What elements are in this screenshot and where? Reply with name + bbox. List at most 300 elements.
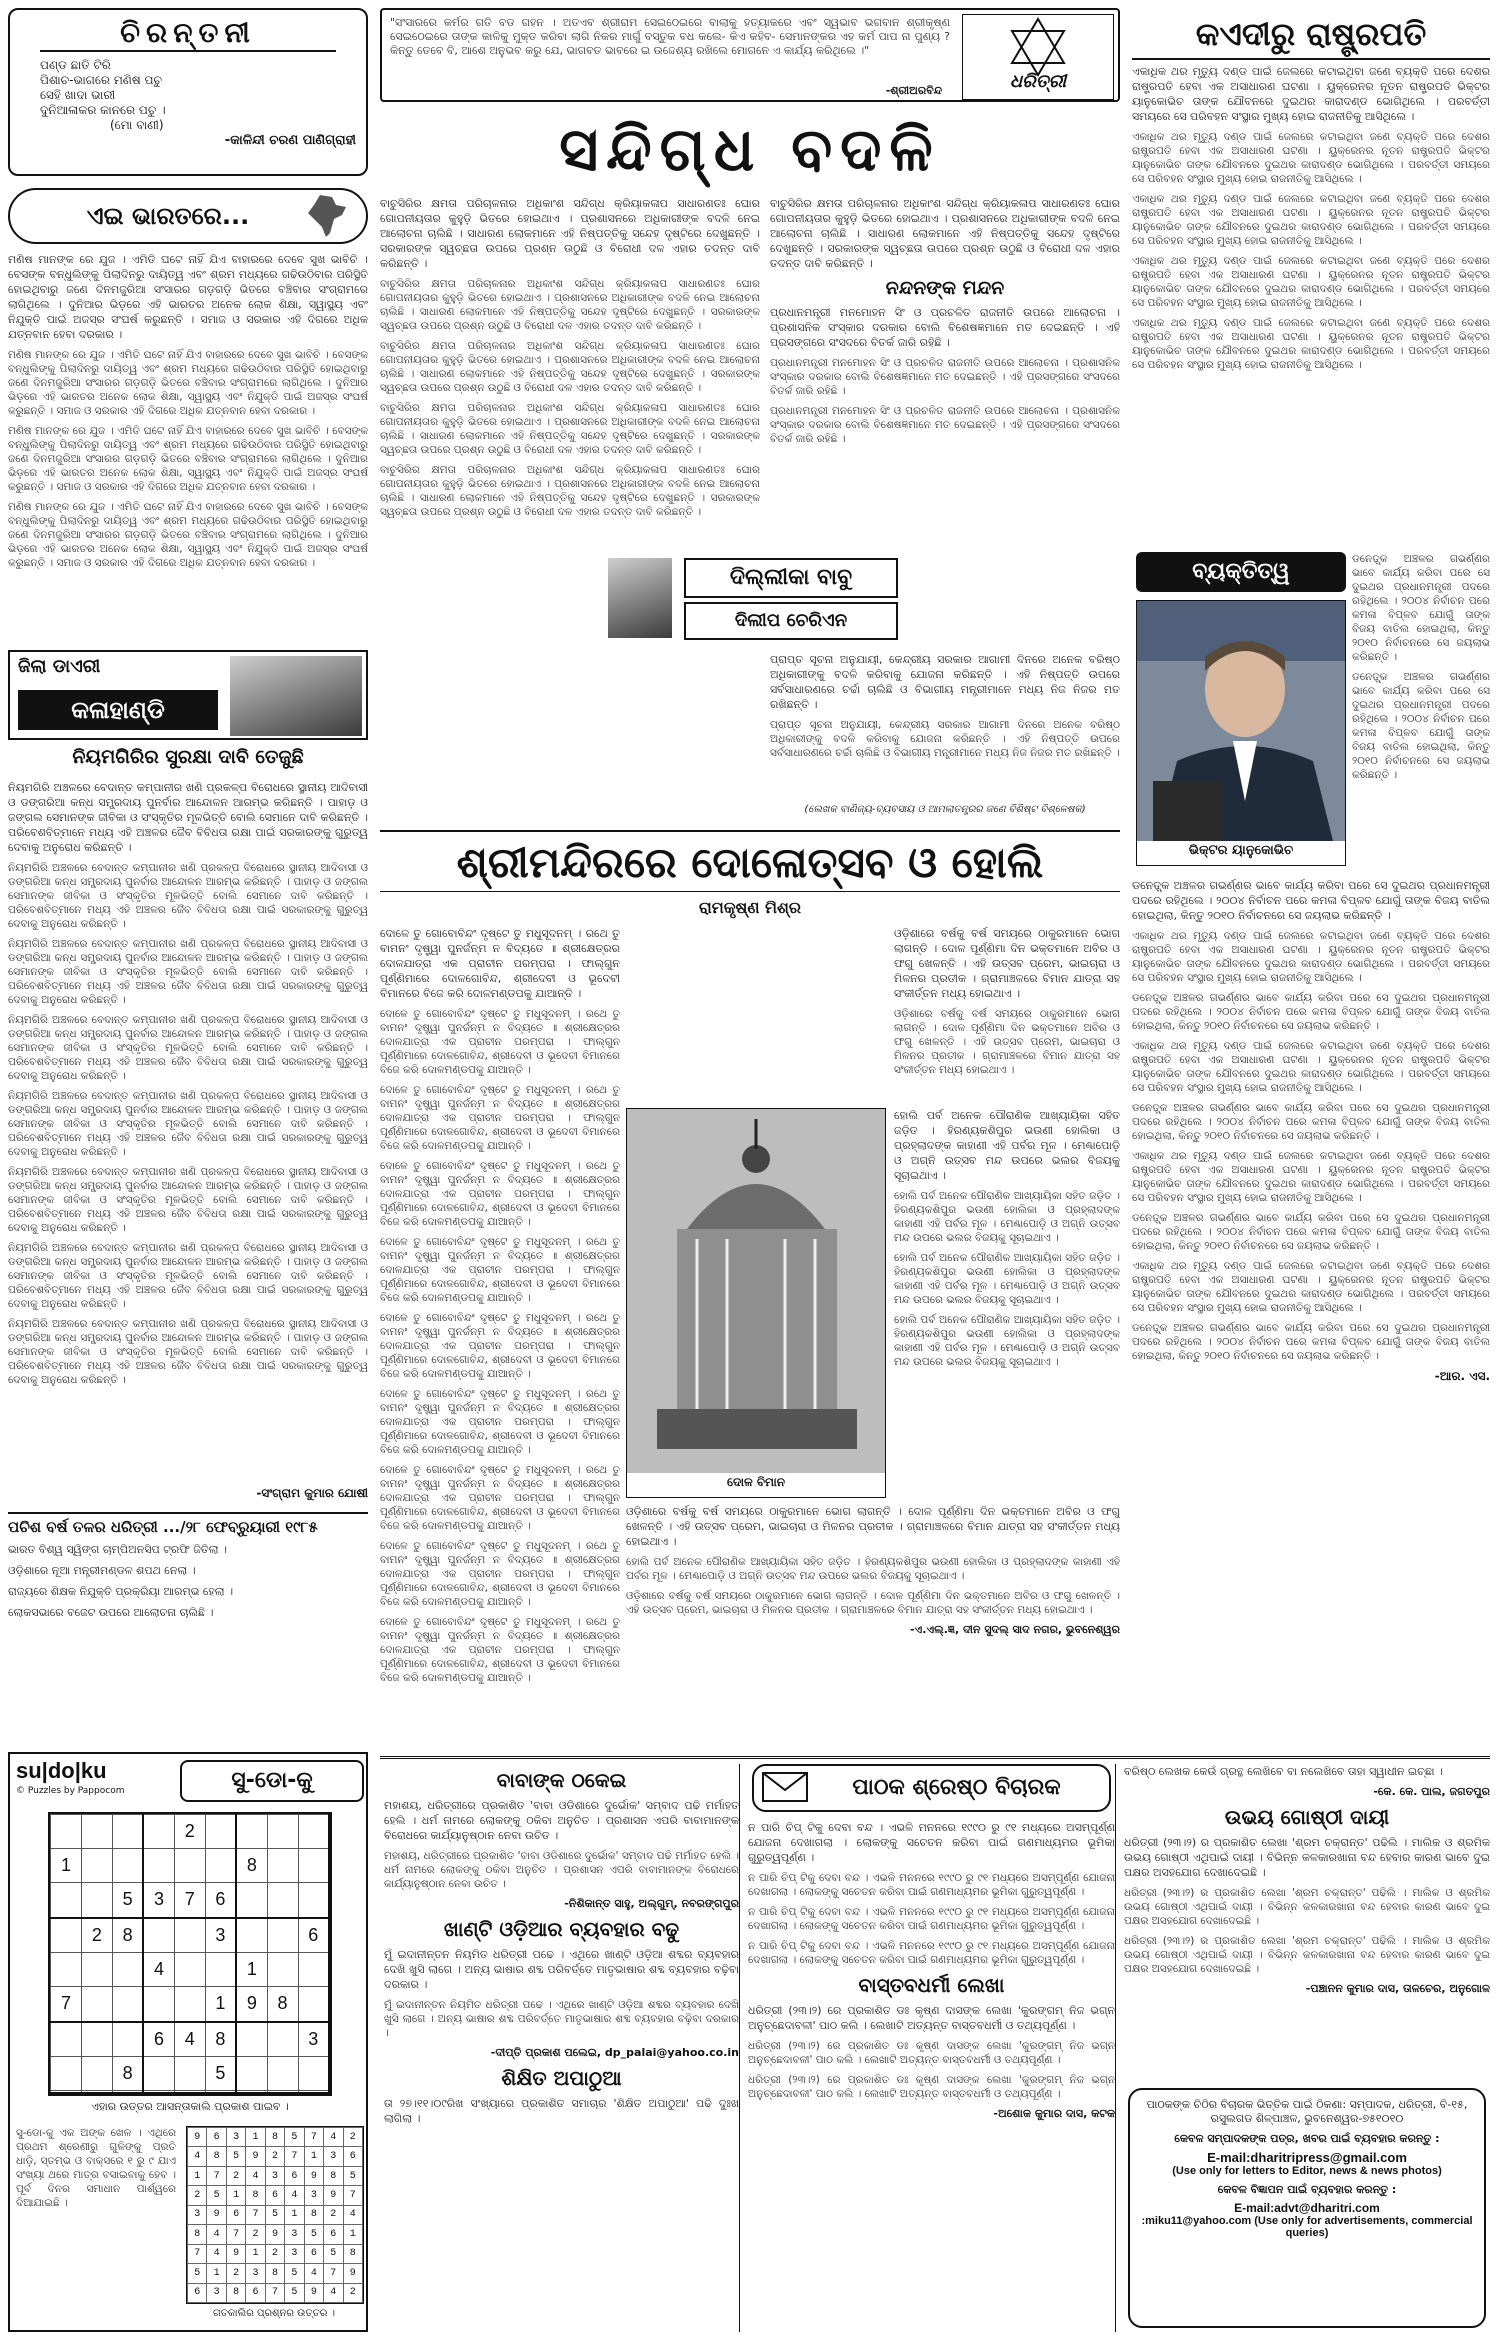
- sudoku-cell[interactable]: 4: [174, 2022, 205, 2057]
- ei-bharatare-body: ମଣିଷ ମାନଙ୍କ ରେ ଯୁଜ । ଏମିତି ଘଟେ ନାହିଁ ଯିଏ ବାହାରରେ ଦେବେ ସୁଖ ଭାବିଚି । ବେସଙ୍କ ବନ୍ଧୁଲିଙ୍କୁ ପିଲାଦିନରୁ ଦାୟିତ୍ୱ ଏବଂ ଶ୍ରମ ମଧ୍ୟରେ ଗଢିଉଠିବାର ପରିସ୍ଥିତି ହୋଇଥିବାରୁ ଜଣେ ଦିନମଜୁରିଆ ସଂସାରର ଗଡ଼ଗଡ଼ି ଭିତରେ ବଞ୍ଚିବାର ସଂଗ୍ରାମରେ ଲାଗିଥିଲେ । ଦୁନିଆର ଭିଡ଼ରେ ଏହି ଭାରତର ଅନେକ ଲୋକ ଶିକ୍ଷା, ସ୍ୱାସ୍ଥ୍ୟ ଏବଂ ନିଯୁକ୍ତି ପାଇଁ ଅଜସ୍ର ସଂଘର୍ଷ କରୁଛନ୍ତି । ସମାଜ ଓ ସରକାର ଏହି ଦିଗରେ ଅଧିକ ଯତ୍ନବାନ ହେବା ଦରକାର ।: [8, 501, 368, 569]
- holi-author: ରାମକୃଷ୍ଣ ମିଶ୍ର: [699, 898, 801, 917]
- nandan-body: ପ୍ରଧାନମନ୍ତ୍ରୀ ମନମୋହନ ସିଂ ଓ ପ୍ରଚଳିତ ରାଜନୀତି ଉପରେ ଆଲୋଚନା । ପ୍ରଶାସନିକ ସଂସ୍କାର ଦରକାର ବୋଲି ବିଶେଷଜ୍ଞମାନେ ମତ ଦେଇଛନ୍ତି । ଏହି ପ୍ରସଙ୍ଗରେ ସଂସଦରେ ବିତର୍କ ଜାରି ରହିଛି ।: [770, 357, 1120, 397]
- sudoku-cell[interactable]: 8: [205, 2022, 236, 2057]
- jilla-byline: -ସଂଗ୍ରାମ କୁମାର ଯୋଷୀ: [256, 1486, 368, 1500]
- sudoku-cell[interactable]: [112, 1987, 143, 2022]
- solution-cell: 2: [226, 2166, 245, 2185]
- jilla-article: [8, 780, 368, 1480]
- solution-cell: 5: [285, 2283, 304, 2303]
- sudoku-cell[interactable]: [236, 1815, 267, 1849]
- pachisa-item: ଭାରତ ବିଶ୍ୱ ସ୍ୱିଙ୍ଗ ଚାମ୍ପିଅନସିପ ଟ୍ରଫି ଜିତିଲା ।: [8, 1543, 227, 1556]
- ubhaya-section: [1124, 1764, 1490, 2332]
- holi-col2: [626, 926, 1120, 1102]
- holi-body: ହୋଲି ପର୍ବ ଅନେକ ପୌରାଣିକ ଆଖ୍ୟାୟିକା ସହିତ ଜଡ଼ିତ । ହିରଣ୍ୟକଶିପୁର ଭଉଣୀ ହୋଲିକା ଓ ପ୍ରହ୍ଲାଦଙ୍କ କାହାଣୀ ଏହି ପର୍ବର ମୂଳ । ମେଣ୍ଢାପୋଡ଼ି ଓ ଅଗ୍ନି ଉତ୍ସବ ମନ୍ଦ ଉପରେ ଭଲର ବିଜୟକୁ ସୂଚାଇଥାଏ ।: [894, 1314, 1120, 1368]
- ubhaya-byline: -ପଞ୍ଚାନନ କୁମାର ଦାସ, ତାଳଚେର, ଅନୁଗୋଳ: [1305, 1982, 1490, 1995]
- sudoku-cell[interactable]: 3: [143, 1883, 174, 1918]
- sudoku-cell[interactable]: 3: [205, 1918, 236, 1953]
- grid-row: [51, 1918, 330, 1953]
- pathaka-body: ନ ପାରି ଚିପ୍ ଟିକୁ ଦେବା ବନ୍ଦ । ଏଭଳି ମନନରେ ୧୯୯୦ ରୁ ୯୧ ମଧ୍ୟରେ ଅସମ୍ପୂର୍ଣ୍ଣ ଯୋଜନା ଦେଖାଗଲା । ଲୋକଙ୍କୁ ସଚେତନ କରିବା ପାଇଁ ଗଣମାଧ୍ୟମର ଭୂମିକା ଗୁରୁତ୍ୱପୂର୍ଣ୍ଣ ।: [748, 1872, 1115, 1898]
- envelope-icon: [762, 1772, 808, 1802]
- odia-body: ମୁଁ ଇଦାନୀନ୍ତନ ନିୟମିତ ଧରିତ୍ରୀ ପଢେ । ଏଥିରେ ଖାଣ୍ଟି ଓଡ଼ିଆ ଶବ୍ଦର ବ୍ୟବହାର ଦେଖି ଖୁସି ଲାଗେ । ଅନ୍ୟ ଭାଷାର ଶବ୍ଦ ପରିବର୍ତ୍ତେ ମାତୃଭାଷାର ଶବ୍ଦ ବ୍ୟବହାର ବଢ଼ିବା ଦରକାର ।: [384, 1948, 739, 1991]
- bastaba-body: ଧରିତ୍ରୀ (୨୩।୨) ରେ ପ୍ରକାଶିତ ଡଃ କୃଷ୍ଣ ଦାସଙ୍କ ଲେଖା 'କୁରଙ୍ଗମ୍ ନିଜ ଭଗ୍ନ ଅନୁଚ୍ଛେଦାବଳୀ' ପାଠ କଲି । ଲେଖାଟି ଅତ୍ୟନ୍ତ ବାସ୍ତବଧର୍ମୀ ଓ ତଥ୍ୟପୂର୍ଣ୍ଣ ।: [748, 2074, 1115, 2100]
- solution-cell: 1: [207, 2264, 226, 2283]
- sudoku-cell[interactable]: [298, 1883, 329, 1918]
- jilla-body: ନିୟମଗିରି ଅଞ୍ଚଳରେ ବେଦାନ୍ତ କମ୍ପାନୀର ଖଣି ପ୍ରକଳ୍ପ ବିରୋଧରେ ସ୍ଥାନୀୟ ଆଦିବାସୀ ଓ ଡଙ୍ଗରିଆ କନ୍ଧ ସମ୍ପ୍ରଦାୟ ପୁନର୍ବାର ଆନ୍ଦୋଳନ ଆରମ୍ଭ କରିଛନ୍ତି । ପାହାଡ଼ ଓ ଜଙ୍ଗଲ ସେମାନଙ୍କ ଜୀବିକା ଓ ସଂସ୍କୃତିର ମୂଳଭିତ୍ତି ବୋଲି ସେମାନେ ଦାବି କରିଛନ୍ତି । ପରିବେଶବିତ୍ମାନେ ମଧ୍ୟ ଏହି ଅଞ୍ଚଳର ଜୈବ ବିବିଧତା ରକ୍ଷା ପାଇଁ ସରକାରଙ୍କୁ ଗୁରୁତ୍ୱ ଦେବାକୁ ଅନୁରୋଧ କରିଛନ୍ତି ।: [8, 1242, 368, 1310]
- sudoku-brand: su|do|ku: [16, 1758, 107, 1783]
- solution-cell: 9: [304, 2166, 323, 2185]
- sudoku-title: ସୁ-ଡୋ-କୁ: [180, 1760, 364, 1802]
- holi-headline: ଶ୍ରୀମନ୍ଦିରରେ ଦୋଳୋତ୍ସବ ଓ ହୋଲି: [456, 838, 1044, 887]
- solution-cell: 3: [188, 2205, 207, 2224]
- solution-cell: 4: [343, 2205, 363, 2224]
- ei-bharatare-title: ଏଇ ଭାରତରେ...: [86, 202, 250, 230]
- solution-cell: 6: [226, 2205, 245, 2224]
- solution-cell: 9: [188, 2128, 207, 2147]
- chirantani-box: [8, 8, 368, 176]
- kaedi-article-2: [1132, 878, 1490, 1748]
- sudoku-cell[interactable]: [81, 1987, 112, 2022]
- solution-cell: 6: [285, 2166, 304, 2185]
- solution-cell: 4: [285, 2186, 304, 2205]
- sudoku-cell[interactable]: [51, 2091, 82, 2093]
- holi-body: ଦୋଳେ ତୁ ଗୋବୋବିନ୍ଦଂ ଦୃଷ୍ଟେ ତୁ ମଧୁସୂଦନମ୍ । ରଥେ ତୁ ବାମନଂ ଦୃଷ୍ଟ୍ୱା ପୁନର୍ଜନ୍ମ ନ ବିଦ୍ୟତେ ॥ ଶ୍ରୀକ୍ଷେତ୍ରର ଦୋଳଯାତ୍ରା ଏକ ପ୍ରାଚୀନ ପରମ୍ପରା । ଫାଲ୍ଗୁନ ପୂର୍ଣ୍ଣିମାରେ ଦୋଳଗୋବିନ୍ଦ, ଶ୍ରୀଦେବୀ ଓ ଭୂଦେବୀ ବିମାନରେ ବିଜେ କରି ଦୋଳମଣ୍ଡପକୁ ଯାଆନ୍ତି ।: [380, 1236, 620, 1304]
- sudoku-cell[interactable]: [267, 1815, 298, 1849]
- solution-cell: 7: [324, 2264, 343, 2283]
- holi-body: ଓଡ଼ିଶାରେ ବର୍ଷକୁ ବର୍ଷ ସମୟରେ ଠାକୁରମାନେ ଭୋଗ ଲାଗନ୍ତି । ଦୋଳ ପୂର୍ଣ୍ଣିମା ଦିନ ଭକ୍ତମାନେ ଅବିର ଓ ଫଗୁ ଖେଳନ୍ତି । ଏହି ଉତ୍ସବ ପ୍ରେମ, ଭାଇଚାରା ଓ ମିଳନର ପ୍ରତୀକ । ଗ୍ରାମାଞ୍ଚଳରେ ବିମାନ ଯାତ୍ରା ସହ ସଂକୀର୍ତ୍ତନ ମଧ୍ୟ ହୋଇଥାଏ ।: [626, 1590, 1120, 1616]
- solution-cell: 4: [324, 2283, 343, 2303]
- holi-body: ହୋଲି ପର୍ବ ଅନେକ ପୌରାଣିକ ଆଖ୍ୟାୟିକା ସହିତ ଜଡ଼ିତ । ହିରଣ୍ୟକଶିପୁର ଭଉଣୀ ହୋଲିକା ଓ ପ୍ରହ୍ଲାଦଙ୍କ କାହାଣୀ ଏହି ପର୍ବର ମୂଳ । ମେଣ୍ଢାପୋଡ଼ି ଓ ଅଗ୍ନି ଉତ୍ସବ ମନ୍ଦ ଉପରେ ଭଲର ବିଜୟକୁ ସୂଚାଇଥାଏ ।: [894, 1252, 1120, 1306]
- pachisa-item: ରାଜ୍ୟରେ ଶିକ୍ଷକ ନିଯୁକ୍ତି ପ୍ରକ୍ରିୟା ଆରମ୍ଭ ହେଲା ।: [8, 1585, 234, 1598]
- sudoku-cell[interactable]: 3: [298, 2022, 329, 2057]
- sudoku-cell[interactable]: [51, 2022, 82, 2057]
- solution-cell: 6: [304, 2244, 323, 2263]
- babanka-header: ବାବାଙ୍କ ଠକେଇ: [496, 1768, 627, 1792]
- solution-cell: 7: [207, 2166, 226, 2185]
- sudoku-cell[interactable]: 5: [205, 2057, 236, 2091]
- quote-box: [380, 8, 1120, 102]
- ei-bharatare-body: ମଣିଷ ମାନଙ୍କ ରେ ଯୁଜ । ଏମିତି ଘଟେ ନାହିଁ ଯିଏ ବାହାରରେ ଦେବେ ସୁଖ ଭାବିଚି । ବେସଙ୍କ ବନ୍ଧୁଲିଙ୍କୁ ପିଲାଦିନରୁ ଦାୟିତ୍ୱ ଏବଂ ଶ୍ରମ ମଧ୍ୟରେ ଗଢିଉଠିବାର ପରିସ୍ଥିତି ହୋଇଥିବାରୁ ଜଣେ ଦିନମଜୁରିଆ ସଂସାରର ଗଡ଼ଗଡ଼ି ଭିତରେ ବଞ୍ଚିବାର ସଂଗ୍ରାମରେ ଲାଗିଥିଲେ । ଦୁନିଆର ଭିଡ଼ରେ ଏହି ଭାରତର ଅନେକ ଲୋକ ଶିକ୍ଷା, ସ୍ୱାସ୍ଥ୍ୟ ଏବଂ ନିଯୁକ୍ତି ପାଇଁ ଅଜସ୍ର ସଂଘର୍ଷ କରୁଛନ୍ତି । ସମାଜ ଓ ସରକାର ଏହି ଦିଗରେ ଅଧିକ ଯତ୍ନବାନ ହେବା ଦରକାର ।: [8, 253, 368, 341]
- grid-row: [51, 2057, 330, 2091]
- sudoku-cell[interactable]: [143, 1987, 174, 2022]
- jilla-body: ନିୟମଗିରି ଅଞ୍ଚଳରେ ବେଦାନ୍ତ କମ୍ପାନୀର ଖଣି ପ୍ରକଳ୍ପ ବିରୋଧରେ ସ୍ଥାନୀୟ ଆଦିବାସୀ ଓ ଡଙ୍ଗରିଆ କନ୍ଧ ସମ୍ପ୍ରଦାୟ ପୁନର୍ବାର ଆନ୍ଦୋଳନ ଆରମ୍ଭ କରିଛନ୍ତି । ପାହାଡ଼ ଓ ଜଙ୍ଗଲ ସେମାନଙ୍କ ଜୀବିକା ଓ ସଂସ୍କୃତିର ମୂଳଭିତ୍ତି ବୋଲି ସେମାନେ ଦାବି କରିଛନ୍ତି । ପରିବେଶବିତ୍ମାନେ ମଧ୍ୟ ଏହି ଅଞ୍ଚଳର ଜୈବ ବିବିଧତା ରକ୍ଷା ପାଇଁ ସରକାରଙ୍କୁ ଗୁରୁତ୍ୱ ଦେବାକୁ ଅନୁରୋଧ କରିଛନ୍ତି ।: [8, 862, 368, 930]
- solution-cell: 7: [285, 2147, 304, 2166]
- sudoku-cell[interactable]: [81, 1953, 112, 1987]
- grid-row: [188, 2166, 363, 2185]
- pathaka-title: ପାଠକ ଶ୍ରେଷ୍ଠ ବିଚାରକ: [852, 1775, 1061, 1800]
- sudoku-cell[interactable]: [143, 1815, 174, 1849]
- holi-body: ଦୋଳେ ତୁ ଗୋବୋବିନ୍ଦଂ ଦୃଷ୍ଟେ ତୁ ମଧୁସୂଦନମ୍ । ରଥେ ତୁ ବାମନଂ ଦୃଷ୍ଟ୍ୱା ପୁନର୍ଜନ୍ମ ନ ବିଦ୍ୟତେ ॥ ଶ୍ରୀକ୍ଷେତ୍ରର ଦୋଳଯାତ୍ରା ଏକ ପ୍ରାଚୀନ ପରମ୍ପରା । ଫାଲ୍ଗୁନ ପୂର୍ଣ୍ଣିମାରେ ଦୋଳଗୋବିନ୍ଦ, ଶ୍ରୀଦେବୀ ଓ ଭୂଦେବୀ ବିମାନରେ ବିଜେ କରି ଦୋଳମଣ୍ଡପକୁ ଯାଆନ୍ତି ।: [380, 1312, 620, 1380]
- solution-cell: 9: [324, 2186, 343, 2205]
- solution-cell: 4: [246, 2166, 265, 2185]
- sudoku-cell[interactable]: [143, 1849, 174, 1883]
- grid-row: [188, 2225, 363, 2244]
- sudoku-cell[interactable]: [236, 1883, 267, 1918]
- sudoku-cell[interactable]: 2: [174, 1815, 205, 1849]
- sudoku-cell[interactable]: 8: [236, 1849, 267, 1883]
- solution-cell: 1: [304, 2147, 323, 2166]
- solution-cell: 9: [246, 2147, 265, 2166]
- kaedi-body: ଡନେତ୍ସ୍କ ଅଞ୍ଚଳର ଗଭର୍ଣ୍ଣର ଭାବେ କାର୍ଯ୍ୟ କରିବା ପରେ ସେ ଦୁଇଥର ପ୍ରଧାନମନ୍ତ୍ରୀ ପଦରେ ରହିଥିଲେ । ୨୦୦୪ ନିର୍ବାଚନ ପରେ କମଳା ବିପ୍ଳବ ଯୋଗୁଁ ତାଙ୍କ ବିଜୟ ବାତିଲ ହୋଇଥିଲା, କିନ୍ତୁ ୨୦୧୦ ନିର୍ବାଚନରେ ସେ ଜୟଲାଭ କରିଛନ୍ତି ।: [1132, 1322, 1490, 1362]
- nandan-subhead: ନନ୍ଦନଙ୍କ ମନ୍ଦନ: [885, 277, 1005, 299]
- sudoku-cell[interactable]: [143, 1918, 174, 1953]
- solution-cell: 2: [343, 2283, 363, 2303]
- sudoku-cell[interactable]: [236, 2057, 267, 2091]
- main-body: ବାଚୁସିରିର କ୍ଷମତା ପରିଚାଳନାର ଅଧିକାଂଶ ସନ୍ଦିଗ୍ଧ କ୍ରିୟାକଳାପ ସାଧାରଣତଃ ଘୋର ଗୋପନୀୟତାର କୁହୁଡ଼ି ଭିତରେ ହୋଇଥାଏ । ପ୍ରଶାସନରେ ଅଧିକାରୀଙ୍କ ବଦଳି ନେଇ ଆଲୋଚନା ଚାଲିଛି । ସାଧାରଣ ଲୋକମାନେ ଏହି ନିଷ୍ପତ୍ତିକୁ ସନ୍ଦେହ ଦୃଷ୍ଟିରେ ଦେଖୁଛନ୍ତି । ସରକାରଙ୍କ ସ୍ୱଚ୍ଛତା ଉପରେ ପ୍ରଶ୍ନ ଉଠୁଛି ଓ ବିରୋଧୀ ଦଳ ଏହାର ତଦନ୍ତ ଦାବି କରିଛନ୍ତି ।: [380, 340, 760, 394]
- kaedi-body: ଏକାଧିକ ଥର ମୃତ୍ୟୁ ଦଣ୍ଡ ପାଇଁ ଜେଲରେ କଟାଇଥିବା ଜଣେ ବ୍ୟକ୍ତି ପରେ ଦେଶର ରାଷ୍ଟ୍ରପତି ହେବା ଏକ ଅସାଧାରଣ ଘଟଣା । ୟୁକ୍ରେନର ନୂତନ ରାଷ୍ଟ୍ରପତି ଭିକ୍ଟର ୟାନୁକୋଭିଚ ତାଙ୍କ ଯୌବନରେ ଦୁଇଥର କାରାଦଣ୍ଡ ଭୋଗିଥିଲେ । ପରବର୍ତ୍ତୀ ସମୟରେ ସେ ପରିବହନ ସଂସ୍ଥାର ମୁଖ୍ୟ ହୋଇ ରାଜନୀତିକୁ ଆସିଥିଲେ ।: [1132, 1150, 1490, 1204]
- sudoku-credit: © Puzzles by Pappocom: [16, 1786, 125, 1796]
- kaedi-body: ଏକାଧିକ ଥର ମୃତ୍ୟୁ ଦଣ୍ଡ ପାଇଁ ଜେଲରେ କଟାଇଥିବା ଜଣେ ବ୍ୟକ୍ତି ପରେ ଦେଶର ରାଷ୍ଟ୍ରପତି ହେବା ଏକ ଅସାଧାରଣ ଘଟଣା । ୟୁକ୍ରେନର ନୂତନ ରାଷ୍ଟ୍ରପତି ଭିକ୍ଟର ୟାନୁକୋଭିଚ ତାଙ୍କ ଯୌବନରେ ଦୁଇଥର କାରାଦଣ୍ଡ ଭୋଗିଥିଲେ । ପରବର୍ତ୍ତୀ ସମୟରେ ସେ ପରିବହନ ସଂସ୍ଥାର ମୁଖ୍ୟ ହୋଇ ରାଜନୀତିକୁ ଆସିଥିଲେ ।: [1132, 255, 1490, 309]
- solution-cell: 8: [207, 2147, 226, 2166]
- grid-row: [51, 1987, 330, 2022]
- sudoku-box: [8, 1752, 368, 2332]
- sudoku-cell[interactable]: [236, 1918, 267, 1953]
- solution-cell: 8: [188, 2225, 207, 2244]
- holi-photo-frame: [626, 1108, 886, 1498]
- solution-cell: 7: [226, 2225, 245, 2244]
- ubhaya-body: ଧରିତ୍ରୀ (୨୩।୨) ର ପ୍ରକାଶିତ ଲେଖା 'ଶ୍ରମ ଚକ୍ରାନ୍ତ' ପଢିଲି । ମାଲିକ ଓ ଶ୍ରମିକ ଉଭୟ ଗୋଷ୍ଠୀ ଏଥିପାଇଁ ଦାୟୀ । ବିଭିନ୍ନ କଳକାରଖାନା ବନ୍ଦ ହେବାର କାରଣ ଭାବେ ଦୁଇ ପକ୍ଷର ଅସହଯୋଗ ଦେଖାଦେଇଛି ।: [1124, 1836, 1490, 1879]
- solution-cell: 1: [343, 2225, 363, 2244]
- holi-body: ଦୋଳେ ତୁ ଗୋବୋବିନ୍ଦଂ ଦୃଷ୍ଟେ ତୁ ମଧୁସୂଦନମ୍ । ରଥେ ତୁ ବାମନଂ ଦୃଷ୍ଟ୍ୱା ପୁନର୍ଜନ୍ମ ନ ବିଦ୍ୟତେ ॥ ଶ୍ରୀକ୍ଷେତ୍ରର ଦୋଳଯାତ୍ରା ଏକ ପ୍ରାଚୀନ ପରମ୍ପରା । ଫାଲ୍ଗୁନ ପୂର୍ଣ୍ଣିମାରେ ଦୋଳଗୋବିନ୍ଦ, ଶ୍ରୀଦେବୀ ଓ ଭୂଦେବୀ ବିମାନରେ ବିଜେ କରି ଦୋଳମଣ୍ଡପକୁ ଯାଆନ୍ତି ।: [380, 1160, 620, 1228]
- solution-cell: 1: [285, 2205, 304, 2224]
- jilla-body: ନିୟମଗିରି ଅଞ୍ଚଳରେ ବେଦାନ୍ତ କମ୍ପାନୀର ଖଣି ପ୍ରକଳ୍ପ ବିରୋଧରେ ସ୍ଥାନୀୟ ଆଦିବାସୀ ଓ ଡଙ୍ଗରିଆ କନ୍ଧ ସମ୍ପ୍ରଦାୟ ପୁନର୍ବାର ଆନ୍ଦୋଳନ ଆରମ୍ଭ କରିଛନ୍ତି । ପାହାଡ଼ ଓ ଜଙ୍ଗଲ ସେମାନଙ୍କ ଜୀବିକା ଓ ସଂସ୍କୃତିର ମୂଳଭିତ୍ତି ବୋଲି ସେମାନେ ଦାବି କରିଛନ୍ତି । ପରିବେଶବିତ୍ମାନେ ମଧ୍ୟ ଏହି ଅଞ୍ଚଳର ଜୈବ ବିବିଧତା ରକ୍ଷା ପାଇଁ ସରକାରଙ୍କୁ ଗୁରୁତ୍ୱ ଦେବାକୁ ଅନୁରୋଧ କରିଛନ୍ତି ।: [8, 1090, 368, 1158]
- holi-body: ଦୋଳେ ତୁ ଗୋବୋବିନ୍ଦଂ ଦୃଷ୍ଟେ ତୁ ମଧୁସୂଦନମ୍ । ରଥେ ତୁ ବାମନଂ ଦୃଷ୍ଟ୍ୱା ପୁନର୍ଜନ୍ମ ନ ବିଦ୍ୟତେ ॥ ଶ୍ରୀକ୍ଷେତ୍ରର ଦୋଳଯାତ୍ରା ଏକ ପ୍ରାଚୀନ ପରମ୍ପରା । ଫାଲ୍ଗୁନ ପୂର୍ଣ୍ଣିମାରେ ଦୋଳଗୋବିନ୍ଦ, ଶ୍ରୀଦେବୀ ଓ ଭୂଦେବୀ ବିମାନରେ ବିଜେ କରି ଦୋଳମଣ୍ଡପକୁ ଯାଆନ୍ତି ।: [380, 1464, 620, 1532]
- sudoku-cell[interactable]: [81, 1849, 112, 1883]
- yanukovych-photo: [1136, 600, 1346, 866]
- solution-cell: 3: [265, 2166, 284, 2185]
- sudoku-cell[interactable]: [267, 2091, 298, 2093]
- sudoku-cell[interactable]: 6: [205, 1883, 236, 1918]
- holi-col4: [626, 1504, 1120, 1744]
- solution-cell: 8: [324, 2166, 343, 2185]
- sudoku-cell[interactable]: [267, 1953, 298, 1987]
- sudoku-cell[interactable]: [81, 2022, 112, 2057]
- sudoku-cell[interactable]: 9: [236, 1987, 267, 2022]
- bastaba-body: ଧରିତ୍ରୀ (୨୩।୨) ରେ ପ୍ରକାଶିତ ଡଃ କୃଷ୍ଣ ଦାସଙ୍କ ଲେଖା 'କୁରଙ୍ଗମ୍ ନିଜ ଭଗ୍ନ ଅନୁଚ୍ଛେଦାବଳୀ' ପାଠ କଲି । ଲେଖାଟି ଅତ୍ୟନ୍ତ ବାସ୍ତବଧର୍ମୀ ଓ ତଥ୍ୟପୂର୍ଣ୍ଣ ।: [748, 2004, 1115, 2032]
- sudoku-cell[interactable]: [298, 1849, 329, 1883]
- solution-cell: 2: [188, 2186, 207, 2205]
- main-article-col1: [380, 196, 760, 796]
- solution-cell: 1: [188, 2166, 207, 2185]
- nandan-body: ପ୍ରଧାନମନ୍ତ୍ରୀ ମନମୋହନ ସିଂ ଓ ପ୍ରଚଳିତ ରାଜନୀତି ଉପରେ ଆଲୋଚନା । ପ୍ରଶାସନିକ ସଂସ୍କାର ଦରକାର ବୋଲି ବିଶେଷଜ୍ଞମାନେ ମତ ଦେଇଛନ୍ତି । ଏହି ପ୍ରସଙ୍ଗରେ ସଂସଦରେ ବିତର୍କ ଜାରି ରହିଛି ।: [770, 405, 1120, 445]
- solution-cell: 5: [265, 2205, 284, 2224]
- solution-cell: 9: [265, 2225, 284, 2244]
- sudoku-cell[interactable]: [81, 2057, 112, 2091]
- ubhaya-header: ଉଭୟ ଗୋଷ୍ଠୀ ଦାୟୀ: [1224, 1805, 1390, 1829]
- babanka-body: ମହାଶୟ, ଧରିତ୍ରୀରେ ପ୍ରକାଶିତ 'ବାବା ଓଡିଶାରେ ଦୁର୍ଭୋକ' ସମ୍ବାଦ ପଢି ମର୍ମାହତ ହେଲି । ଧର୍ମ ନାମରେ ଲୋକଙ୍କୁ ଠକିବା ଅନୁଚିତ । ପ୍ରଶାସନ ଏପରି ବାବାମାନଙ୍କ ବିରୋଧରେ କାର୍ଯ୍ୟାନୁଷ୍ଠାନ ନେବା ଉଚିତ ।: [384, 1799, 739, 1842]
- holi-photo-caption: ଦୋଳ ବିମାନ: [726, 1475, 785, 1489]
- jilla-photo: [230, 656, 362, 736]
- kaedi-body: ଏକାଧିକ ଥର ମୃତ୍ୟୁ ଦଣ୍ଡ ପାଇଁ ଜେଲରେ କଟାଇଥିବା ଜଣେ ବ୍ୟକ୍ତି ପରେ ଦେଶର ରାଷ୍ଟ୍ରପତି ହେବା ଏକ ଅସାଧାରଣ ଘଟଣା । ୟୁକ୍ରେନର ନୂତନ ରାଷ୍ଟ୍ରପତି ଭିକ୍ଟର ୟାନୁକୋଭିଚ ତାଙ୍କ ଯୌବନରେ ଦୁଇଥର କାରାଦଣ୍ଡ ଭୋଗିଥିଲେ । ପରବର୍ତ୍ତୀ ସମୟରେ ସେ ପରିବହନ ସଂସ୍ଥାର ମୁଖ୍ୟ ହୋଇ ରାଜନୀତିକୁ ଆସିଥିଲେ ।: [1132, 193, 1490, 247]
- chirantani-title: ଚିରନ୍ତନୀ: [40, 16, 336, 52]
- solution-cell: 3: [207, 2283, 226, 2303]
- jilla-body: ନିୟମଗିରି ଅଞ୍ଚଳରେ ବେଦାନ୍ତ କମ୍ପାନୀର ଖଣି ପ୍ରକଳ୍ପ ବିରୋଧରେ ସ୍ଥାନୀୟ ଆଦିବାସୀ ଓ ଡଙ୍ଗରିଆ କନ୍ଧ ସମ୍ପ୍ରଦାୟ ପୁନର୍ବାର ଆନ୍ଦୋଳନ ଆରମ୍ଭ କରିଛନ୍ତି । ପାହାଡ଼ ଓ ଜଙ୍ଗଲ ସେମାନଙ୍କ ଜୀବିକା ଓ ସଂସ୍କୃତିର ମୂଳଭିତ୍ତି ବୋଲି ସେମାନେ ଦାବି କରିଛନ୍ତି । ପରିବେଶବିତ୍ମାନେ ମଧ୍ୟ ଏହି ଅଞ୍ଚଳର ଜୈବ ବିବିଧତା ରକ୍ଷା ପାଇଁ ସରକାରଙ୍କୁ ଗୁରୁତ୍ୱ ଦେବାକୁ ଅନୁରୋଧ କରିଛନ୍ତି ।: [8, 1318, 368, 1386]
- solution-cell: 5: [226, 2147, 245, 2166]
- sudoku-cell[interactable]: 2: [81, 1918, 112, 1953]
- dharitri-logo: [962, 14, 1114, 100]
- pathaka-body: ନ ପାରି ଚିପ୍ ଟିକୁ ଦେବା ବନ୍ଦ । ଏଭଳି ମନନରେ ୧୯୯୦ ରୁ ୯୧ ମଧ୍ୟରେ ଅସମ୍ପୂର୍ଣ୍ଣ ଯୋଜନା ଦେଖାଗଲା । ଲୋକଙ୍କୁ ସଚେତନ କରିବା ପାଇଁ ଗଣମାଧ୍ୟମର ଭୂମିକା ଗୁରୁତ୍ୱପୂର୍ଣ୍ଣ ।: [748, 1940, 1115, 1966]
- sudoku-cell[interactable]: [143, 2091, 174, 2093]
- chirantani-line: (ମୋ ବାଣୀ): [110, 118, 164, 132]
- nandan-body: ପ୍ରଧାନମନ୍ତ୍ରୀ ମନମୋହନ ସିଂ ଓ ପ୍ରଚଳିତ ରାଜନୀତି ଉପରେ ଆଲୋଚନା । ପ୍ରଶାସନିକ ସଂସ୍କାର ଦରକାର ବୋଲି ବିଶେଷଜ୍ଞମାନେ ମତ ଦେଇଛନ୍ତି । ଏହି ପ୍ରସଙ୍ଗରେ ସଂସଦରେ ବିତର୍କ ଜାରି ରହିଛି ।: [770, 306, 1120, 349]
- pachisa-header: ପଚିଶ ବର୍ଷ ତଳର ଧରିତ୍ରୀ .../୨୮ ଫେବ୍ରୁୟାରୀ ୧୯୮୫: [8, 1518, 318, 1536]
- sudoku-cell[interactable]: [174, 2091, 205, 2093]
- columnist-photo: [608, 558, 672, 638]
- sudoku-puzzle-grid[interactable]: [48, 1812, 332, 2096]
- shikshita-body: ତା ୨୭।୧୧।୦୯ରିଖ ସଂଖ୍ୟାରେ ପ୍ରକାଶିତ ସମାଚାର 'ଶିକ୍ଷିତ ଅପାଠୁଆ' ପଢି ଦୁଃଖ ଲାଗିଲା ।: [384, 2097, 739, 2125]
- solution-cell: 5: [188, 2264, 207, 2283]
- main-body: ବାଚୁସିରିର କ୍ଷମତା ପରିଚାଳନାର ଅଧିକାଂଶ ସନ୍ଦିଗ୍ଧ କ୍ରିୟାକଳାପ ସାଧାରଣତଃ ଘୋର ଗୋପନୀୟତାର କୁହୁଡ଼ି ଭିତରେ ହୋଇଥାଏ । ପ୍ରଶାସନରେ ଅଧିକାରୀଙ୍କ ବଦଳି ନେଇ ଆଲୋଚନା ଚାଲିଛି । ସାଧାରଣ ଲୋକମାନେ ଏହି ନିଷ୍ପତ୍ତିକୁ ସନ୍ଦେହ ଦୃଷ୍ଟିରେ ଦେଖୁଛନ୍ତି । ସରକାରଙ୍କ ସ୍ୱଚ୍ଛତା ଉପରେ ପ୍ରଶ୍ନ ଉଠୁଛି ଓ ବିରୋଧୀ ଦଳ ଏହାର ତଦନ୍ତ ଦାବି କରିଛନ୍ତି ।: [380, 197, 760, 270]
- holi-body: ହୋଲି ପର୍ବ ଅନେକ ପୌରାଣିକ ଆଖ୍ୟାୟିକା ସହିତ ଜଡ଼ିତ । ହିରଣ୍ୟକଶିପୁର ଭଉଣୀ ହୋଲିକା ଓ ପ୍ରହ୍ଲାଦଙ୍କ କାହାଣୀ ଏହି ପର୍ବର ମୂଳ । ମେଣ୍ଢାପୋଡ଼ି ଓ ଅଗ୍ନି ଉତ୍ସବ ମନ୍ଦ ଉପରେ ଭଲର ବିଜୟକୁ ସୂଚାଇଥାଏ ।: [894, 1190, 1120, 1244]
- ubhaya-body: ଧରିତ୍ରୀ (୨୩।୨) ର ପ୍ରକାଶିତ ଲେଖା 'ଶ୍ରମ ଚକ୍ରାନ୍ତ' ପଢିଲି । ମାଲିକ ଓ ଶ୍ରମିକ ଉଭୟ ଗୋଷ୍ଠୀ ଏଥିପାଇଁ ଦାୟୀ । ବିଭିନ୍ନ କଳକାରଖାନା ବନ୍ଦ ହେବାର କାରଣ ଭାବେ ଦୁଇ ପକ୍ଷର ଅସହଯୋଗ ଦେଖାଦେଇଛି ।: [1124, 1887, 1490, 1927]
- ei-bharatare-body: ମଣିଷ ମାନଙ୍କ ରେ ଯୁଜ । ଏମିତି ଘଟେ ନାହିଁ ଯିଏ ବାହାରରେ ଦେବେ ସୁଖ ଭାବିଚି । ବେସଙ୍କ ବନ୍ଧୁଲିଙ୍କୁ ପିଲାଦିନରୁ ଦାୟିତ୍ୱ ଏବଂ ଶ୍ରମ ମଧ୍ୟରେ ଗଢିଉଠିବାର ପରିସ୍ଥିତି ହୋଇଥିବାରୁ ଜଣେ ଦିନମଜୁରିଆ ସଂସାରର ଗଡ଼ଗଡ଼ି ଭିତରେ ବଞ୍ଚିବାର ସଂଗ୍ରାମରେ ଲାଗିଥିଲେ । ଦୁନିଆର ଭିଡ଼ରେ ଏହି ଭାରତର ଅନେକ ଲୋକ ଶିକ୍ଷା, ସ୍ୱାସ୍ଥ୍ୟ ଏବଂ ନିଯୁକ୍ତି ପାଇଁ ଅଜସ୍ର ସଂଘର୍ଷ କରୁଛନ୍ତି । ସମାଜ ଓ ସରକାର ଏହି ଦିଗରେ ଅଧିକ ଯତ୍ନବାନ ହେବା ଦରକାର ।: [8, 425, 368, 493]
- kaedi-body: ଏକାଧିକ ଥର ମୃତ୍ୟୁ ଦଣ୍ଡ ପାଇଁ ଜେଲରେ କଟାଇଥିବା ଜଣେ ବ୍ୟକ୍ତି ପରେ ଦେଶର ରାଷ୍ଟ୍ରପତି ହେବା ଏକ ଅସାଧାରଣ ଘଟଣା । ୟୁକ୍ରେନର ନୂତନ ରାଷ୍ଟ୍ରପତି ଭିକ୍ଟର ୟାନୁକୋଭିଚ ତାଙ୍କ ଯୌବନରେ ଦୁଇଥର କାରାଦଣ୍ଡ ଭୋଗିଥିଲେ । ପରବର୍ତ୍ତୀ ସମୟରେ ସେ ପରିବହନ ସଂସ୍ଥାର ମୁଖ୍ୟ ହୋଇ ରାଜନୀତିକୁ ଆସିଥିଲେ ।: [1132, 930, 1490, 984]
- solution-cell: 2: [324, 2205, 343, 2224]
- main-article-col2: [770, 196, 1120, 556]
- pachisa-barsa-box: [8, 1512, 368, 1744]
- kaedi-body: ଡନେତ୍ସ୍କ ଅଞ୍ଚଳର ଗଭର୍ଣ୍ଣର ଭାବେ କାର୍ଯ୍ୟ କରିବା ପରେ ସେ ଦୁଇଥର ପ୍ରଧାନମନ୍ତ୍ରୀ ପଦରେ ରହିଥିଲେ । ୨୦୦୪ ନିର୍ବାଚନ ପରେ କମଳା ବିପ୍ଳବ ଯୋଗୁଁ ତାଙ୍କ ବିଜୟ ବାତିଲ ହୋଇଥିଲା, କିନ୍ତୁ ୨୦୧୦ ନିର୍ବାଚନରେ ସେ ଜୟଲାଭ କରିଛନ୍ତି ।: [1352, 553, 1490, 663]
- sudoku-cell[interactable]: [236, 2091, 267, 2093]
- holi-col1: [380, 926, 620, 1806]
- solution-cell: 3: [285, 2244, 304, 2263]
- yanukovych-caption: ଭିକ୍ଟର ୟାନୁକୋଭିଚ: [1188, 843, 1294, 858]
- sudoku-cell[interactable]: [298, 2091, 329, 2093]
- sudoku-cell[interactable]: [205, 1849, 236, 1883]
- jilla-diary-box: [8, 650, 368, 740]
- jilla-headline: ନିୟମଗିରିର ସୁରକ୍ଷା ଦାବି ତେଜୁଛି: [72, 746, 304, 768]
- solution-cell: 2: [265, 2147, 284, 2166]
- sudoku-cell[interactable]: [112, 1849, 143, 1883]
- sudoku-cell[interactable]: [236, 2022, 267, 2057]
- sudoku-cell[interactable]: [174, 1953, 205, 1987]
- contact-email-note: (Use only for letters to Editor, news & news photos): [1172, 2165, 1442, 2177]
- sudoku-cell[interactable]: 1: [51, 1849, 82, 1883]
- contact-line1: କେବଳ ସମ୍ପାଦକଙ୍କ ପତ୍ର, ଖବର ପାଇଁ ବ୍ୟବହାର କରନ୍ତୁ :: [1174, 2132, 1440, 2145]
- pachisa-item: ଓଡ଼ିଶାରେ ନୂଆ ମନ୍ତ୍ରୀମଣ୍ଡଳ ଶପଥ ନେଲା ।: [8, 1564, 196, 1577]
- holi-body: ଦୋଳେ ତୁ ଗୋବୋବିନ୍ଦଂ ଦୃଷ୍ଟେ ତୁ ମଧୁସୂଦନମ୍ । ରଥେ ତୁ ବାମନଂ ଦୃଷ୍ଟ୍ୱା ପୁନର୍ଜନ୍ମ ନ ବିଦ୍ୟତେ ॥ ଶ୍ରୀକ୍ଷେତ୍ରର ଦୋଳଯାତ୍ରା ଏକ ପ୍ରାଚୀନ ପରମ୍ପରା । ଫାଲ୍ଗୁନ ପୂର୍ଣ୍ଣିମାରେ ଦୋଳଗୋବିନ୍ଦ, ଶ୍ରୀଦେବୀ ଓ ଭୂଦେବୀ ବିମାନରେ ବିଜେ କରି ଦୋଳମଣ୍ଡପକୁ ଯାଆନ୍ତି ।: [380, 1084, 620, 1152]
- holi-body: ଦୋଳେ ତୁ ଗୋବୋବିନ୍ଦଂ ଦୃଷ୍ଟେ ତୁ ମଧୁସୂଦନମ୍ । ରଥେ ତୁ ବାମନଂ ଦୃଷ୍ଟ୍ୱା ପୁନର୍ଜନ୍ମ ନ ବିଦ୍ୟତେ ॥ ଶ୍ରୀକ୍ଷେତ୍ରର ଦୋଳଯାତ୍ରା ଏକ ପ୍ରାଚୀନ ପରମ୍ପରା । ଫାଲ୍ଗୁନ ପୂର୍ଣ୍ଣିମାରେ ଦୋଳଗୋବିନ୍ଦ, ଶ୍ରୀଦେବୀ ଓ ଭୂଦେବୀ ବିମାନରେ ବିଜେ କରି ଦୋଳମଣ୍ଡପକୁ ଯାଆନ୍ତି ।: [380, 1616, 620, 1684]
- solution-cell: 6: [188, 2283, 207, 2303]
- chirantani-line: ଦୁନିଆଳାକର କାନରେ ପଚୁ ।: [40, 103, 166, 117]
- jilla-body: ନିୟମଗିରି ଅଞ୍ଚଳରେ ବେଦାନ୍ତ କମ୍ପାନୀର ଖଣି ପ୍ରକଳ୍ପ ବିରୋଧରେ ସ୍ଥାନୀୟ ଆଦିବାସୀ ଓ ଡଙ୍ଗରିଆ କନ୍ଧ ସମ୍ପ୍ରଦାୟ ପୁନର୍ବାର ଆନ୍ଦୋଳନ ଆରମ୍ଭ କରିଛନ୍ତି । ପାହାଡ଼ ଓ ଜଙ୍ଗଲ ସେମାନଙ୍କ ଜୀବିକା ଓ ସଂସ୍କୃତିର ମୂଳଭିତ୍ତି ବୋଲି ସେମାନେ ଦାବି କରିଛନ୍ତି । ପରିବେଶବିତ୍ମାନେ ମଧ୍ୟ ଏହି ଅଞ୍ଚଳର ଜୈବ ବିବିଧତା ରକ୍ଷା ପାଇଁ ସରକାରଙ୍କୁ ଗୁରୁତ୍ୱ ଦେବାକୁ ଅନୁରୋଧ କରିଛନ୍ତି ।: [8, 1166, 368, 1234]
- sudoku-cell[interactable]: [205, 1953, 236, 1987]
- ubhaya-intro-byline: -କେ. କେ. ପାଲ, ଜଗତପୁର: [1373, 1785, 1490, 1798]
- solution-cell: 2: [226, 2264, 245, 2283]
- grid-row: [188, 2244, 363, 2263]
- sudoku-cell[interactable]: [51, 1918, 82, 1953]
- contact-line2: କେବଳ ବିଜ୍ଞାପନ ପାଇଁ ବ୍ୟବହାର କରନ୍ତୁ :: [1217, 2183, 1397, 2196]
- solution-cell: 9: [207, 2205, 226, 2224]
- kaedi-headline: କଏଦୀରୁ ରାଷ୍ଟ୍ରପତି: [1132, 8, 1490, 60]
- solution-cell: 3: [285, 2225, 304, 2244]
- sudoku-cell[interactable]: 6: [143, 2022, 174, 2057]
- pathaka-banner: [752, 1764, 1111, 1812]
- sudoku-cell[interactable]: [174, 2057, 205, 2091]
- solution-cell: 5: [285, 2264, 304, 2283]
- sudoku-cell[interactable]: [112, 2022, 143, 2057]
- grid-row: [51, 1815, 330, 1849]
- grid-row: [188, 2283, 363, 2303]
- solution-cell: 6: [343, 2147, 363, 2166]
- sudoku-cell[interactable]: [267, 1849, 298, 1883]
- odia-byline: -ଦୀପ୍ତି ପ୍ରକାଶ ପଲେଇ, dp_palai@yahoo.co.in: [490, 2046, 739, 2059]
- solution-cell: 4: [324, 2128, 343, 2147]
- sudoku-cell[interactable]: [205, 1815, 236, 1849]
- sudoku-cell[interactable]: [174, 1987, 205, 2022]
- solution-cell: 1: [226, 2186, 245, 2205]
- solution-cell: 2: [246, 2225, 265, 2244]
- sudoku-cell[interactable]: 6: [298, 1918, 329, 1953]
- solution-cell: 1: [246, 2244, 265, 2263]
- kaedi-side: [1352, 552, 1490, 872]
- sudoku-cell[interactable]: [298, 2057, 329, 2091]
- solution-cell: 5: [304, 2225, 323, 2244]
- grid-row: [188, 2186, 363, 2205]
- ei-bharatare-banner: [8, 188, 368, 244]
- babanka-byline: -ନିଶିକାନ୍ତ ସାହୁ, ଅଲ୍ଗୁମ୍, ନବରଙ୍ଗପୁର: [564, 1897, 739, 1910]
- pachisa-item: ଲୋକସଭାରେ ବଜେଟ ଉପରେ ଆଲୋଚନା ଚାଲିଛି ।: [8, 1606, 214, 1619]
- holi-col3: [894, 1108, 1120, 1498]
- grid-row: [51, 1883, 330, 1918]
- sudoku-cell[interactable]: 7: [51, 1987, 82, 2022]
- sudoku-cell[interactable]: [267, 2022, 298, 2057]
- sudoku-cell[interactable]: 5: [112, 1883, 143, 1918]
- solution-cell: 8: [265, 2128, 284, 2147]
- sudoku-cell[interactable]: 4: [143, 1953, 174, 1987]
- main-body: ବାଚୁସିରିର କ୍ଷମତା ପରିଚାଳନାର ଅଧିକାଂଶ ସନ୍ଦିଗ୍ଧ କ୍ରିୟାକଳାପ ସାଧାରଣତଃ ଘୋର ଗୋପନୀୟତାର କୁହୁଡ଼ି ଭିତରେ ହୋଇଥାଏ । ପ୍ରଶାସନରେ ଅଧିକାରୀଙ୍କ ବଦଳି ନେଇ ଆଲୋଚନା ଚାଲିଛି । ସାଧାରଣ ଲୋକମାନେ ଏହି ନିଷ୍ପତ୍ତିକୁ ସନ୍ଦେହ ଦୃଷ୍ଟିରେ ଦେଖୁଛନ୍ତି । ସରକାରଙ୍କ ସ୍ୱଚ୍ଛତା ଉପରେ ପ୍ରଶ୍ନ ଉଠୁଛି ଓ ବିରୋଧୀ ଦଳ ଏହାର ତଦନ୍ତ ଦାବି କରିଛନ୍ତି ।: [380, 402, 760, 456]
- sudoku-cell[interactable]: 7: [174, 1883, 205, 1918]
- grid-row: [51, 2091, 330, 2093]
- contact-intro: ପାଠକଙ୍କ ଚିଠିର ବିଚାରକ ଭିତ୍ତିକ ପାଇଁ ଠିକଣା: ସମ୍ପାଦକ, ଧରିତ୍ରୀ, ବି-୧୫, ରସୁଲଗଡ ଶିଳ୍ପାଞ୍ଚଳ, ଭୁବନେଶ୍ୱର-୭୫୧୦୧୦: [1146, 2098, 1468, 2125]
- chirantani-line: ପଣ୍ଡ ଛାତି ଟିରି: [40, 58, 111, 72]
- sudoku-cell[interactable]: [298, 1953, 329, 1987]
- ei-bharatare-body: ମଣିଷ ମାନଙ୍କ ରେ ଯୁଜ । ଏମିତି ଘଟେ ନାହିଁ ଯିଏ ବାହାରରେ ଦେବେ ସୁଖ ଭାବିଚି । ବେସଙ୍କ ବନ୍ଧୁଲିଙ୍କୁ ପିଲାଦିନରୁ ଦାୟିତ୍ୱ ଏବଂ ଶ୍ରମ ମଧ୍ୟରେ ଗଢିଉଠିବାର ପରିସ୍ଥିତି ହୋଇଥିବାରୁ ଜଣେ ଦିନମଜୁରିଆ ସଂସାରର ଗଡ଼ଗଡ଼ି ଭିତରେ ବଞ୍ଚିବାର ସଂଗ୍ରାମରେ ଲାଗିଥିଲେ । ଦୁନିଆର ଭିଡ଼ରେ ଏହି ଭାରତର ଅନେକ ଲୋକ ଶିକ୍ଷା, ସ୍ୱାସ୍ଥ୍ୟ ଏବଂ ନିଯୁକ୍ତି ପାଇଁ ଅଜସ୍ର ସଂଘର୍ଷ କରୁଛନ୍ତି । ସମାଜ ଓ ସରକାର ଏହି ଦିଗରେ ଅଧିକ ଯତ୍ନବାନ ହେବା ଦରକାର ।: [8, 349, 368, 417]
- column-name: ଦିଲ୍ଲୀକା ବାବୁ: [684, 558, 898, 598]
- solution-cell: 8: [265, 2264, 284, 2283]
- main-body: ବାଚୁସିରିର କ୍ଷମତା ପରିଚାଳନାର ଅଧିକାଂଶ ସନ୍ଦିଗ୍ଧ କ୍ରିୟାକଳାପ ସାଧାରଣତଃ ଘୋର ଗୋପନୀୟତାର କୁହୁଡ଼ି ଭିତରେ ହୋଇଥାଏ । ପ୍ରଶାସନରେ ଅଧିକାରୀଙ୍କ ବଦଳି ନେଇ ଆଲୋଚନା ଚାଲିଛି । ସାଧାରଣ ଲୋକମାନେ ଏହି ନିଷ୍ପତ୍ତିକୁ ସନ୍ଦେହ ଦୃଷ୍ଟିରେ ଦେଖୁଛନ୍ତି । ସରକାରଙ୍କ ସ୍ୱଚ୍ଛତା ଉପରେ ପ୍ରଶ୍ନ ଉଠୁଛି ଓ ବିରୋଧୀ ଦଳ ଏହାର ତଦନ୍ତ ଦାବି କରିଛନ୍ତି ।: [380, 464, 760, 518]
- solution-cell: 9: [343, 2264, 363, 2283]
- contact-email-editor[interactable]: E-mail:dharitripress@gmail.com: [1207, 2150, 1407, 2165]
- sudoku-cell[interactable]: 8: [112, 1918, 143, 1953]
- ubhaya-intro: ବରିଷ୍ଠ ଲେଖକ କେଉଁ ଗ୍ରନ୍ଥ ଲେଖିବେ ବା ନଲେଖିବେ ତାହା ସ୍ୱାଧୀନ ଇଚ୍ଛା ।: [1124, 1765, 1443, 1778]
- sudoku-cell[interactable]: [174, 1849, 205, 1883]
- dola-bimana-illustration: [627, 1109, 885, 1473]
- sudoku-cell[interactable]: [51, 1953, 82, 1987]
- solution-cell: 4: [207, 2225, 226, 2244]
- sudoku-cell[interactable]: 1: [236, 1953, 267, 1987]
- jilla-body: ନିୟମଗିରି ଅଞ୍ଚଳରେ ବେଦାନ୍ତ କମ୍ପାନୀର ଖଣି ପ୍ରକଳ୍ପ ବିରୋଧରେ ସ୍ଥାନୀୟ ଆଦିବାସୀ ଓ ଡଙ୍ଗରିଆ କନ୍ଧ ସମ୍ପ୍ରଦାୟ ପୁନର୍ବାର ଆନ୍ଦୋଳନ ଆରମ୍ଭ କରିଛନ୍ତି । ପାହାଡ଼ ଓ ଜଙ୍ଗଲ ସେମାନଙ୍କ ଜୀବିକା ଓ ସଂସ୍କୃତିର ମୂଳଭିତ୍ତି ବୋଲି ସେମାନେ ଦାବି କରିଛନ୍ତି । ପରିବେଶବିତ୍ମାନେ ମଧ୍ୟ ଏହି ଅଞ୍ଚଳର ଜୈବ ବିବିଧତା ରକ୍ଷା ପାଇଁ ସରକାରଙ୍କୁ ଗୁରୁତ୍ୱ ଦେବାକୁ ଅନୁରୋଧ କରିଛନ୍ତି ।: [8, 938, 368, 1006]
- contact-email-advt-alt[interactable]: :miku11@yahoo.com (Use only for advertisements, commercial queries): [1141, 2215, 1473, 2239]
- sudoku-cell[interactable]: [112, 2091, 143, 2093]
- holi-headline-bar: [380, 830, 1120, 892]
- sudoku-cell[interactable]: [298, 1815, 329, 1849]
- sudoku-cell[interactable]: [81, 2091, 112, 2093]
- sudoku-cell[interactable]: [267, 1883, 298, 1918]
- solution-cell: 4: [188, 2147, 207, 2166]
- grid-row: [188, 2147, 363, 2166]
- kaedi-body: ଡନେତ୍ସ୍କ ଅଞ୍ଚଳର ଗଭର୍ଣ୍ଣର ଭାବେ କାର୍ଯ୍ୟ କରିବା ପରେ ସେ ଦୁଇଥର ପ୍ରଧାନମନ୍ତ୍ରୀ ପଦରେ ରହିଥିଲେ । ୨୦୦୪ ନିର୍ବାଚନ ପରେ କମଳା ବିପ୍ଳବ ଯୋଗୁଁ ତାଙ୍କ ବିଜୟ ବାତିଲ ହୋଇଥିଲା, କିନ୍ତୁ ୨୦୧୦ ନିର୍ବାଚନରେ ସେ ଜୟଲାଭ କରିଛନ୍ତି ।: [1132, 1212, 1490, 1252]
- sudoku-cell[interactable]: [112, 1953, 143, 1987]
- solution-cell: 7: [265, 2283, 284, 2303]
- sudoku-cell[interactable]: [267, 1918, 298, 1953]
- sudoku-cell[interactable]: [51, 1883, 82, 1918]
- pathaka-body: ନ ପାରି ଚିପ୍ ଟିକୁ ଦେବା ବନ୍ଦ । ଏଭଳି ମନନରେ ୧୯୯୦ ରୁ ୯୧ ମଧ୍ୟରେ ଅସମ୍ପୂର୍ଣ୍ଣ ଯୋଜନା ଦେଖାଗଲା । ଲୋକଙ୍କୁ ସଚେତନ କରିବା ପାଇଁ ଗଣମାଧ୍ୟମର ଭୂମିକା ଗୁରୁତ୍ୱପୂର୍ଣ୍ଣ ।: [748, 1906, 1115, 1932]
- dilli-babu-column: [604, 556, 900, 644]
- chirantani-author: -କାଳିନ୍ଦୀ ଚରଣ ପାଣିଗ୍ରାହୀ: [224, 133, 356, 148]
- sudoku-cell[interactable]: [143, 2057, 174, 2091]
- solution-cell: 8: [226, 2283, 245, 2303]
- sudoku-cell[interactable]: [267, 2057, 298, 2091]
- sudoku-cell[interactable]: 8: [267, 1987, 298, 2022]
- jilla-diary-label: ଜିଲା ଡାଏରୀ: [18, 656, 101, 677]
- ubhaya-body: ଧରିତ୍ରୀ (୨୩।୨) ର ପ୍ରକାଶିତ ଲେଖା 'ଶ୍ରମ ଚକ୍ରାନ୍ତ' ପଢିଲି । ମାଲିକ ଓ ଶ୍ରମିକ ଉଭୟ ଗୋଷ୍ଠୀ ଏଥିପାଇଁ ଦାୟୀ । ବିଭିନ୍ନ କଳକାରଖାନା ବନ୍ଦ ହେବାର କାରଣ ଭାବେ ଦୁଇ ପକ୍ଷର ଅସହଯୋଗ ଦେଖାଦେଇଛି ।: [1124, 1935, 1490, 1975]
- sudoku-cell[interactable]: [205, 2091, 236, 2093]
- sudoku-cell[interactable]: [81, 1883, 112, 1918]
- chirantani-line: ସେହି ଖାଦା ଭାରୀ: [40, 88, 116, 102]
- sudoku-cell[interactable]: [51, 1815, 82, 1849]
- sudoku-cell[interactable]: [112, 1815, 143, 1849]
- bastaba-byline: -ଅଶୋକ କୁମାର ଦାସ, କଟକ: [993, 2107, 1115, 2120]
- holi-body: ଦୋଳେ ତୁ ଗୋବୋବିନ୍ଦଂ ଦୃଷ୍ଟେ ତୁ ମଧୁସୂଦନମ୍ । ରଥେ ତୁ ବାମନଂ ଦୃଷ୍ଟ୍ୱା ପୁନର୍ଜନ୍ମ ନ ବିଦ୍ୟତେ ॥ ଶ୍ରୀକ୍ଷେତ୍ରର ଦୋଳଯାତ୍ରା ଏକ ପ୍ରାଚୀନ ପରମ୍ପରା । ଫାଲ୍ଗୁନ ପୂର୍ଣ୍ଣିମାରେ ଦୋଳଗୋବିନ୍ଦ, ଶ୍ରୀଦେବୀ ଓ ଭୂଦେବୀ ବିମାନରେ ବିଜେ କରି ଦୋଳମଣ୍ଡପକୁ ଯାଆନ୍ତି ।: [380, 927, 620, 1000]
- contact-box: [1128, 2088, 1486, 2328]
- holi-byline: -ଏ.ଏଲ୍.ଜ୍ଞ, ଦୀନ ସୁଦଲ୍ ସାଦ ନଗର, ଭୁବନେଶ୍ୱର: [909, 1623, 1120, 1636]
- holi-body: ହୋଲି ପର୍ବ ଅନେକ ପୌରାଣିକ ଆଖ୍ୟାୟିକା ସହିତ ଜଡ଼ିତ । ହିରଣ୍ୟକଶିପୁର ଭଉଣୀ ହୋଲିକା ଓ ପ୍ରହ୍ଲାଦଙ୍କ କାହାଣୀ ଏହି ପର୍ବର ମୂଳ । ମେଣ୍ଢାପୋଡ଼ି ଓ ଅଗ୍ନି ଉତ୍ସବ ମନ୍ଦ ଉପରେ ଭଲର ବିଜୟକୁ ସୂଚାଇଥାଏ ।: [626, 1556, 1120, 1582]
- pathaka-section: [748, 1764, 1116, 2332]
- solution-cell: 5: [285, 2128, 304, 2147]
- solution-cell: 9: [304, 2283, 323, 2303]
- kaedi-body: ଡନେତ୍ସ୍କ ଅଞ୍ଚଳର ଗଭର୍ଣ୍ଣର ଭାବେ କାର୍ଯ୍ୟ କରିବା ପରେ ସେ ଦୁଇଥର ପ୍ରଧାନମନ୍ତ୍ରୀ ପଦରେ ରହିଥିଲେ । ୨୦୦୪ ନିର୍ବାଚନ ପରେ କମଳା ବିପ୍ଳବ ଯୋଗୁଁ ତାଙ୍କ ବିଜୟ ବାତିଲ ହୋଇଥିଲା, କିନ୍ତୁ ୨୦୧୦ ନିର୍ବାଚନରେ ସେ ଜୟଲାଭ କରିଛନ୍ତି ।: [1132, 1102, 1490, 1142]
- solution-cell: 7: [246, 2205, 265, 2224]
- main-body: ବାଚୁସିରିର କ୍ଷମତା ପରିଚାଳନାର ଅଧିକାଂଶ ସନ୍ଦିଗ୍ଧ କ୍ରିୟାକଳାପ ସାଧାରଣତଃ ଘୋର ଗୋପନୀୟତାର କୁହୁଡ଼ି ଭିତରେ ହୋଇଥାଏ । ପ୍ରଶାସନରେ ଅଧିକାରୀଙ୍କ ବଦଳି ନେଇ ଆଲୋଚନା ଚାଲିଛି । ସାଧାରଣ ଲୋକମାନେ ଏହି ନିଷ୍ପତ୍ତିକୁ ସନ୍ଦେହ ଦୃଷ୍ଟିରେ ଦେଖୁଛନ୍ତି । ସରକାରଙ୍କ ସ୍ୱଚ୍ଛତା ଉପରେ ପ୍ରଶ୍ନ ଉଠୁଛି ଓ ବିରୋଧୀ ଦଳ ଏହାର ତଦନ୍ତ ଦାବି କରିଛନ୍ତି ।: [770, 197, 1120, 270]
- solution-cell: 3: [246, 2264, 265, 2283]
- column-body: ପ୍ରାପ୍ତ ସୂଚନା ଅନୁଯାୟୀ, କେନ୍ଦ୍ରୀୟ ସରକାର ଆଗାମୀ ଦିନରେ ଅନେକ ବରିଷ୍ଠ ଅଧିକାରୀଙ୍କୁ ବଦଳି କରିବାକୁ ଯୋଜନା କରିଛନ୍ତି । ଏହି ନିଷ୍ପତ୍ତି ଉପରେ ସର୍ବସାଧାରଣରେ ଚର୍ଚ୍ଚା ଚାଲିଛି ଓ ବିଭାଗୀୟ ମନ୍ତ୍ରୀମାନେ ମଧ୍ୟ ନିଜ ନିଜର ମତ ରଖିଛନ୍ତି ।: [770, 719, 1120, 759]
- solution-cell: 2: [265, 2244, 284, 2263]
- contact-email-advt[interactable]: E-mail:advt@dharitri.com: [1234, 2201, 1380, 2215]
- holi-body: ଦୋଳେ ତୁ ଗୋବୋବିନ୍ଦଂ ଦୃଷ୍ଟେ ତୁ ମଧୁସୂଦନମ୍ । ରଥେ ତୁ ବାମନଂ ଦୃଷ୍ଟ୍ୱା ପୁନର୍ଜନ୍ମ ନ ବିଦ୍ୟତେ ॥ ଶ୍ରୀକ୍ଷେତ୍ରର ଦୋଳଯାତ୍ରା ଏକ ପ୍ରାଚୀନ ପରମ୍ପରା । ଫାଲ୍ଗୁନ ପୂର୍ଣ୍ଣିମାରେ ଦୋଳଗୋବିନ୍ଦ, ଶ୍ରୀଦେବୀ ଓ ଭୂଦେବୀ ବିମାନରେ ବିଜେ କରି ଦୋଳମଣ୍ଡପକୁ ଯାଆନ୍ତି ।: [380, 1388, 620, 1456]
- solution-cell: 8: [246, 2186, 265, 2205]
- solution-cell: 6: [246, 2283, 265, 2303]
- sudoku-cell[interactable]: [81, 1815, 112, 1849]
- chirantani-line: ପିଶାଚ-ଭାଗରେ ମଣିଷ ପଚୁ: [40, 73, 163, 87]
- column-body: ପ୍ରାପ୍ତ ସୂଚନା ଅନୁଯାୟୀ, କେନ୍ଦ୍ରୀୟ ସରକାର ଆଗାମୀ ଦିନରେ ଅନେକ ବରିଷ୍ଠ ଅଧିକାରୀଙ୍କୁ ବଦଳି କରିବାକୁ ଯୋଜନା କରିଛନ୍ତି । ଏହି ନିଷ୍ପତ୍ତି ଉପରେ ସର୍ବସାଧାରଣରେ ଚର୍ଚ୍ଚା ଚାଲିଛି ଓ ବିଭାଗୀୟ ମନ୍ତ୍ରୀମାନେ ମଧ୍ୟ ନିଜ ନିଜର ମତ ରଖିଛନ୍ତି ।: [770, 653, 1120, 711]
- babanka-letter: [384, 1764, 740, 2332]
- main-article-col3: [770, 652, 1120, 802]
- main-headline: ସନ୍ଦିଗ୍ଧ ବଦଳି: [559, 115, 941, 185]
- sudoku-note: ଏହାର ଉତ୍ତର ଆସନ୍ତାକାଲି ପ୍ରକାଶ ପାଇବ ।: [91, 2100, 289, 2113]
- sudoku-cell[interactable]: 8: [112, 2057, 143, 2091]
- solution-cell: 5: [207, 2186, 226, 2205]
- main-footnote: (ଲେଖକ ବାଣିଜ୍ୟ-ବ୍ୟବସାୟ ଓ ଆମଲାତନ୍ତ୍ରର ଜଣେ ବିଶିଷ୍ଟ ବିଶ୍ଳେଷକ): [804, 804, 1086, 815]
- kaedi-body: ଡନେତ୍ସ୍କ ଅଞ୍ଚଳର ଗଭର୍ଣ୍ଣର ଭାବେ କାର୍ଯ୍ୟ କରିବା ପରେ ସେ ଦୁଇଥର ପ୍ରଧାନମନ୍ତ୍ରୀ ପଦରେ ରହିଥିଲେ । ୨୦୦୪ ନିର୍ବାଚନ ପରେ କମଳା ବିପ୍ଳବ ଯୋଗୁଁ ତାଙ୍କ ବିଜୟ ବାତିଲ ହୋଇଥିଲା, କିନ୍ତୁ ୨୦୧୦ ନିର୍ବାଚନରେ ସେ ଜୟଲାଭ କରିଛନ୍ତି ।: [1132, 992, 1490, 1032]
- solution-cell: 4: [304, 2264, 323, 2283]
- jilla-diary-district: କଳାହାଣ୍ଡି: [18, 690, 218, 730]
- sudoku-cell[interactable]: [51, 2057, 82, 2091]
- sudoku-cell[interactable]: 1: [205, 1987, 236, 2022]
- solution-cell: 3: [226, 2128, 245, 2147]
- grid-row: [51, 1849, 330, 1883]
- kaedi-body: ଏକାଧିକ ଥର ମୃତ୍ୟୁ ଦଣ୍ଡ ପାଇଁ ଜେଲରେ କଟାଇଥିବା ଜଣେ ବ୍ୟକ୍ତି ପରେ ଦେଶର ରାଷ୍ଟ୍ରପତି ହେବା ଏକ ଅସାଧାରଣ ଘଟଣା । ୟୁକ୍ରେନର ନୂତନ ରାଷ୍ଟ୍ରପତି ଭିକ୍ଟର ୟାନୁକୋଭିଚ ତାଙ୍କ ଯୌବନରେ ଦୁଇଥର କାରାଦଣ୍ଡ ଭୋଗିଥିଲେ । ପରବର୍ତ୍ତୀ ସମୟରେ ସେ ପରିବହନ ସଂସ୍ଥାର ମୁଖ୍ୟ ହୋଇ ରାଜନୀତିକୁ ଆସିଥିଲେ ।: [1132, 317, 1490, 371]
- solution-cell: 6: [324, 2225, 343, 2244]
- column-author: ଦିଲୀପ ଚେରିଏନ: [684, 602, 898, 640]
- sudoku-solution-caption: ଗତକାଲିର ପ୍ରଶ୍ନର ଉତ୍ତର ।: [213, 2308, 335, 2319]
- sudoku-cell[interactable]: [298, 1987, 329, 2022]
- bastaba-subhead: ବାସ୍ତବଧର୍ମୀ ଲେଖା: [858, 1973, 1005, 1997]
- solution-cell: 1: [246, 2128, 265, 2147]
- holi-body: ଦୋଳେ ତୁ ଗୋବୋବିନ୍ଦଂ ଦୃଷ୍ଟେ ତୁ ମଧୁସୂଦନମ୍ । ରଥେ ତୁ ବାମନଂ ଦୃଷ୍ଟ୍ୱା ପୁନର୍ଜନ୍ମ ନ ବିଦ୍ୟତେ ॥ ଶ୍ରୀକ୍ଷେତ୍ରର ଦୋଳଯାତ୍ରା ଏକ ପ୍ରାଚୀନ ପରମ୍ପରା । ଫାଲ୍ଗୁନ ପୂର୍ଣ୍ଣିମାରେ ଦୋଳଗୋବିନ୍ଦ, ଶ୍ରୀଦେବୀ ଓ ଭୂଦେବୀ ବିମାନରେ ବିଜେ କରି ଦୋଳମଣ୍ଡପକୁ ଯାଆନ୍ତି ।: [380, 1008, 620, 1076]
- kaedi-article: [1132, 64, 1490, 550]
- kaedi-body: ଏକାଧିକ ଥର ମୃତ୍ୟୁ ଦଣ୍ଡ ପାଇଁ ଜେଲରେ କଟାଇଥିବା ଜଣେ ବ୍ୟକ୍ତି ପରେ ଦେଶର ରାଷ୍ଟ୍ରପତି ହେବା ଏକ ଅସାଧାରଣ ଘଟଣା । ୟୁକ୍ରେନର ନୂତନ ରାଷ୍ଟ୍ରପତି ଭିକ୍ଟର ୟାନୁକୋଭିଚ ତାଙ୍କ ଯୌବନରେ ଦୁଇଥର କାରାଦଣ୍ଡ ଭୋଗିଥିଲେ । ପରବର୍ତ୍ତୀ ସମୟରେ ସେ ପରିବହନ ସଂସ୍ଥାର ମୁଖ୍ୟ ହୋଇ ରାଜନୀତିକୁ ଆସିଥିଲେ ।: [1132, 65, 1490, 123]
- sudoku-cell[interactable]: [174, 1918, 205, 1953]
- grid-row: [188, 2264, 363, 2283]
